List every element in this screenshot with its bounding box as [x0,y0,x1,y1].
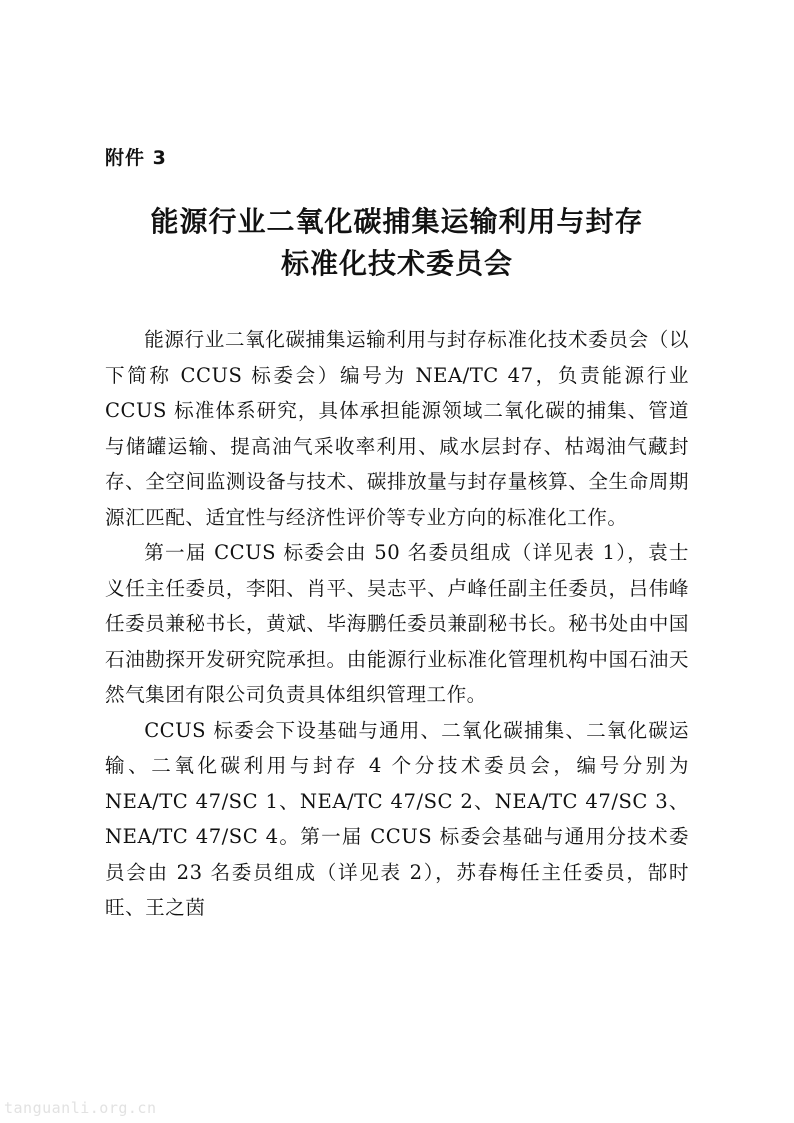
paragraph-3: CCUS 标委会下设基础与通用、二氧化碳捕集、二氧化碳运输、二氧化碳利用与封存 4 个分技术委员会，编号分别为 NEA/TC 47/SC 1、NEA/TC 47/SC 2、NEA/TC 47/SC 3、NEA/TC 47/SC 4。第一届 CCUS 标委会基础与通用分技术委员会由 23 名委员组成（详见表 2），苏春梅任主任委员，郜时旺、王之茵 [105,718,689,919]
document-body [105,322,689,926]
attachment-label: 附件 3 [105,147,167,169]
watermark: tanguanli.org.cn [4,1099,157,1117]
document-title-line-1: 能源行业二氧化碳捕集运输利用与封存 [150,205,644,238]
paragraph-2: 第一届 CCUS 标委会由 50 名委员组成（详见表 1），袁士义任主任委员，李阳、肖平、吴志平、卢峰任副主任委员，吕伟峰任委员兼秘书长，黄斌、毕海鹏任委员兼副秘书长。秘书处由中国石油勘探开发研究院承担。由能源行业标准化管理机构中国石油天然气集团有限公司负责具体组织管理工作。 [105,541,689,706]
document-title-line-2: 标准化技术委员会 [280,247,513,280]
paragraph-1: 能源行业二氧化碳捕集运输利用与封存标准化技术委员会（以下简称 CCUS 标委会）编号为 NEA/TC 47，负责能源行业 CCUS 标准体系研究，具体承担能源领域二氧化碳的捕集、管道与储罐运输、提高油气采收率利用、咸水层封存、枯竭油气藏封存、全空间监测设备与技术、碳排放量与封存量核算、全生命周期源汇匹配、适宜性与经济性评价等专业方向的标准化工作。 [105,328,689,529]
